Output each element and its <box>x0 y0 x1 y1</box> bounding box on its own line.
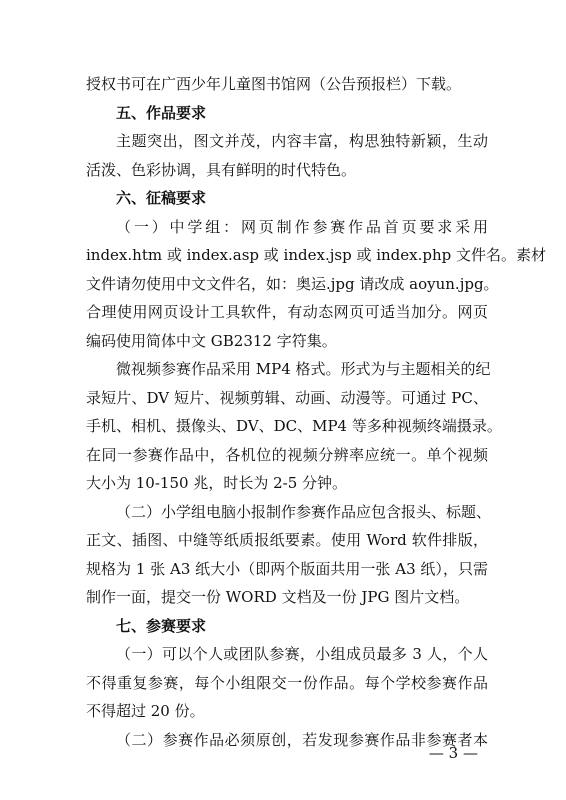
paragraph-line: 主题突出，图文并茂，内容丰富，构思独特新颖，生动 <box>116 132 488 150</box>
paragraph-line: 制作一面，提交一份 WORD 文档及一份 JPG 图片文档。 <box>86 588 470 606</box>
paragraph-line: 手机、相机、摄像头、DV、DC、MP4 等多种视频终端摄录。 <box>86 417 502 435</box>
page-number: — 3 — <box>428 744 478 762</box>
paragraph-line: 大小为 10-150 兆，时长为 2-5 分钟。 <box>86 474 348 492</box>
paragraph-line: 编码使用简体中文 GB2312 字符集。 <box>86 331 337 350</box>
paragraph-line: 录短片、DV 短片、视频剪辑、动画、动漫等。可通过 PC、 <box>86 388 488 407</box>
paragraph-line: 在同一参赛作品中，各机位的视频分辨率应统一。单个视频 <box>86 445 488 464</box>
paragraph-line: （二）小学组电脑小报制作参赛作品应包含报头、标题、 <box>116 502 492 521</box>
paragraph-line: 正文、插图、中缝等纸质报纸要素。使用 Word 软件排版， <box>86 531 488 549</box>
paragraph-line: 微视频参赛作品采用 MP4 格式。形式为与主题相关的纪 <box>116 360 491 378</box>
paragraph-line: 规格为 1 张 A3 纸大小（即两个版面共用一张 A3 纸），只需 <box>86 559 488 578</box>
section-heading-7: 七、参赛要求 <box>116 616 207 635</box>
page-footer <box>0 744 566 762</box>
paragraph-line: 不得超过 20 份。 <box>86 702 205 720</box>
paragraph-line: 授权书可在广西少年儿童图书馆网（公告预报栏）下载。 <box>86 75 462 93</box>
document-page <box>86 70 547 754</box>
paragraph-line: 合理使用网页设计工具软件，有动态网页可适当加分。网页 <box>86 303 488 321</box>
paragraph-line: 活泼、色彩协调，具有鲜明的时代特色。 <box>86 160 357 179</box>
paragraph-line: 不得重复参赛，每个小组限交一份作品。每个学校参赛作品 <box>86 673 488 692</box>
paragraph-line: （一）中学组：网页制作参赛作品首页要求采用 <box>116 217 488 236</box>
section-heading-6: 六、征稿要求 <box>116 189 207 207</box>
paragraph-line: 文件请勿使用中文文件名，如：奥运.jpg 请改成 aoyun.jpg。 <box>86 274 499 293</box>
paragraph-line: （二）参赛作品必须原创，若发现参赛作品非参赛者本 <box>116 730 488 749</box>
paragraph-line: index.htm 或 index.asp 或 index.jsp 或 index.php 文件名。素材 <box>86 246 547 264</box>
paragraph-line: （一）可以个人或团队参赛，小组成员最多 3 人，个人 <box>116 645 488 663</box>
section-heading-5: 五、作品要求 <box>116 103 207 122</box>
